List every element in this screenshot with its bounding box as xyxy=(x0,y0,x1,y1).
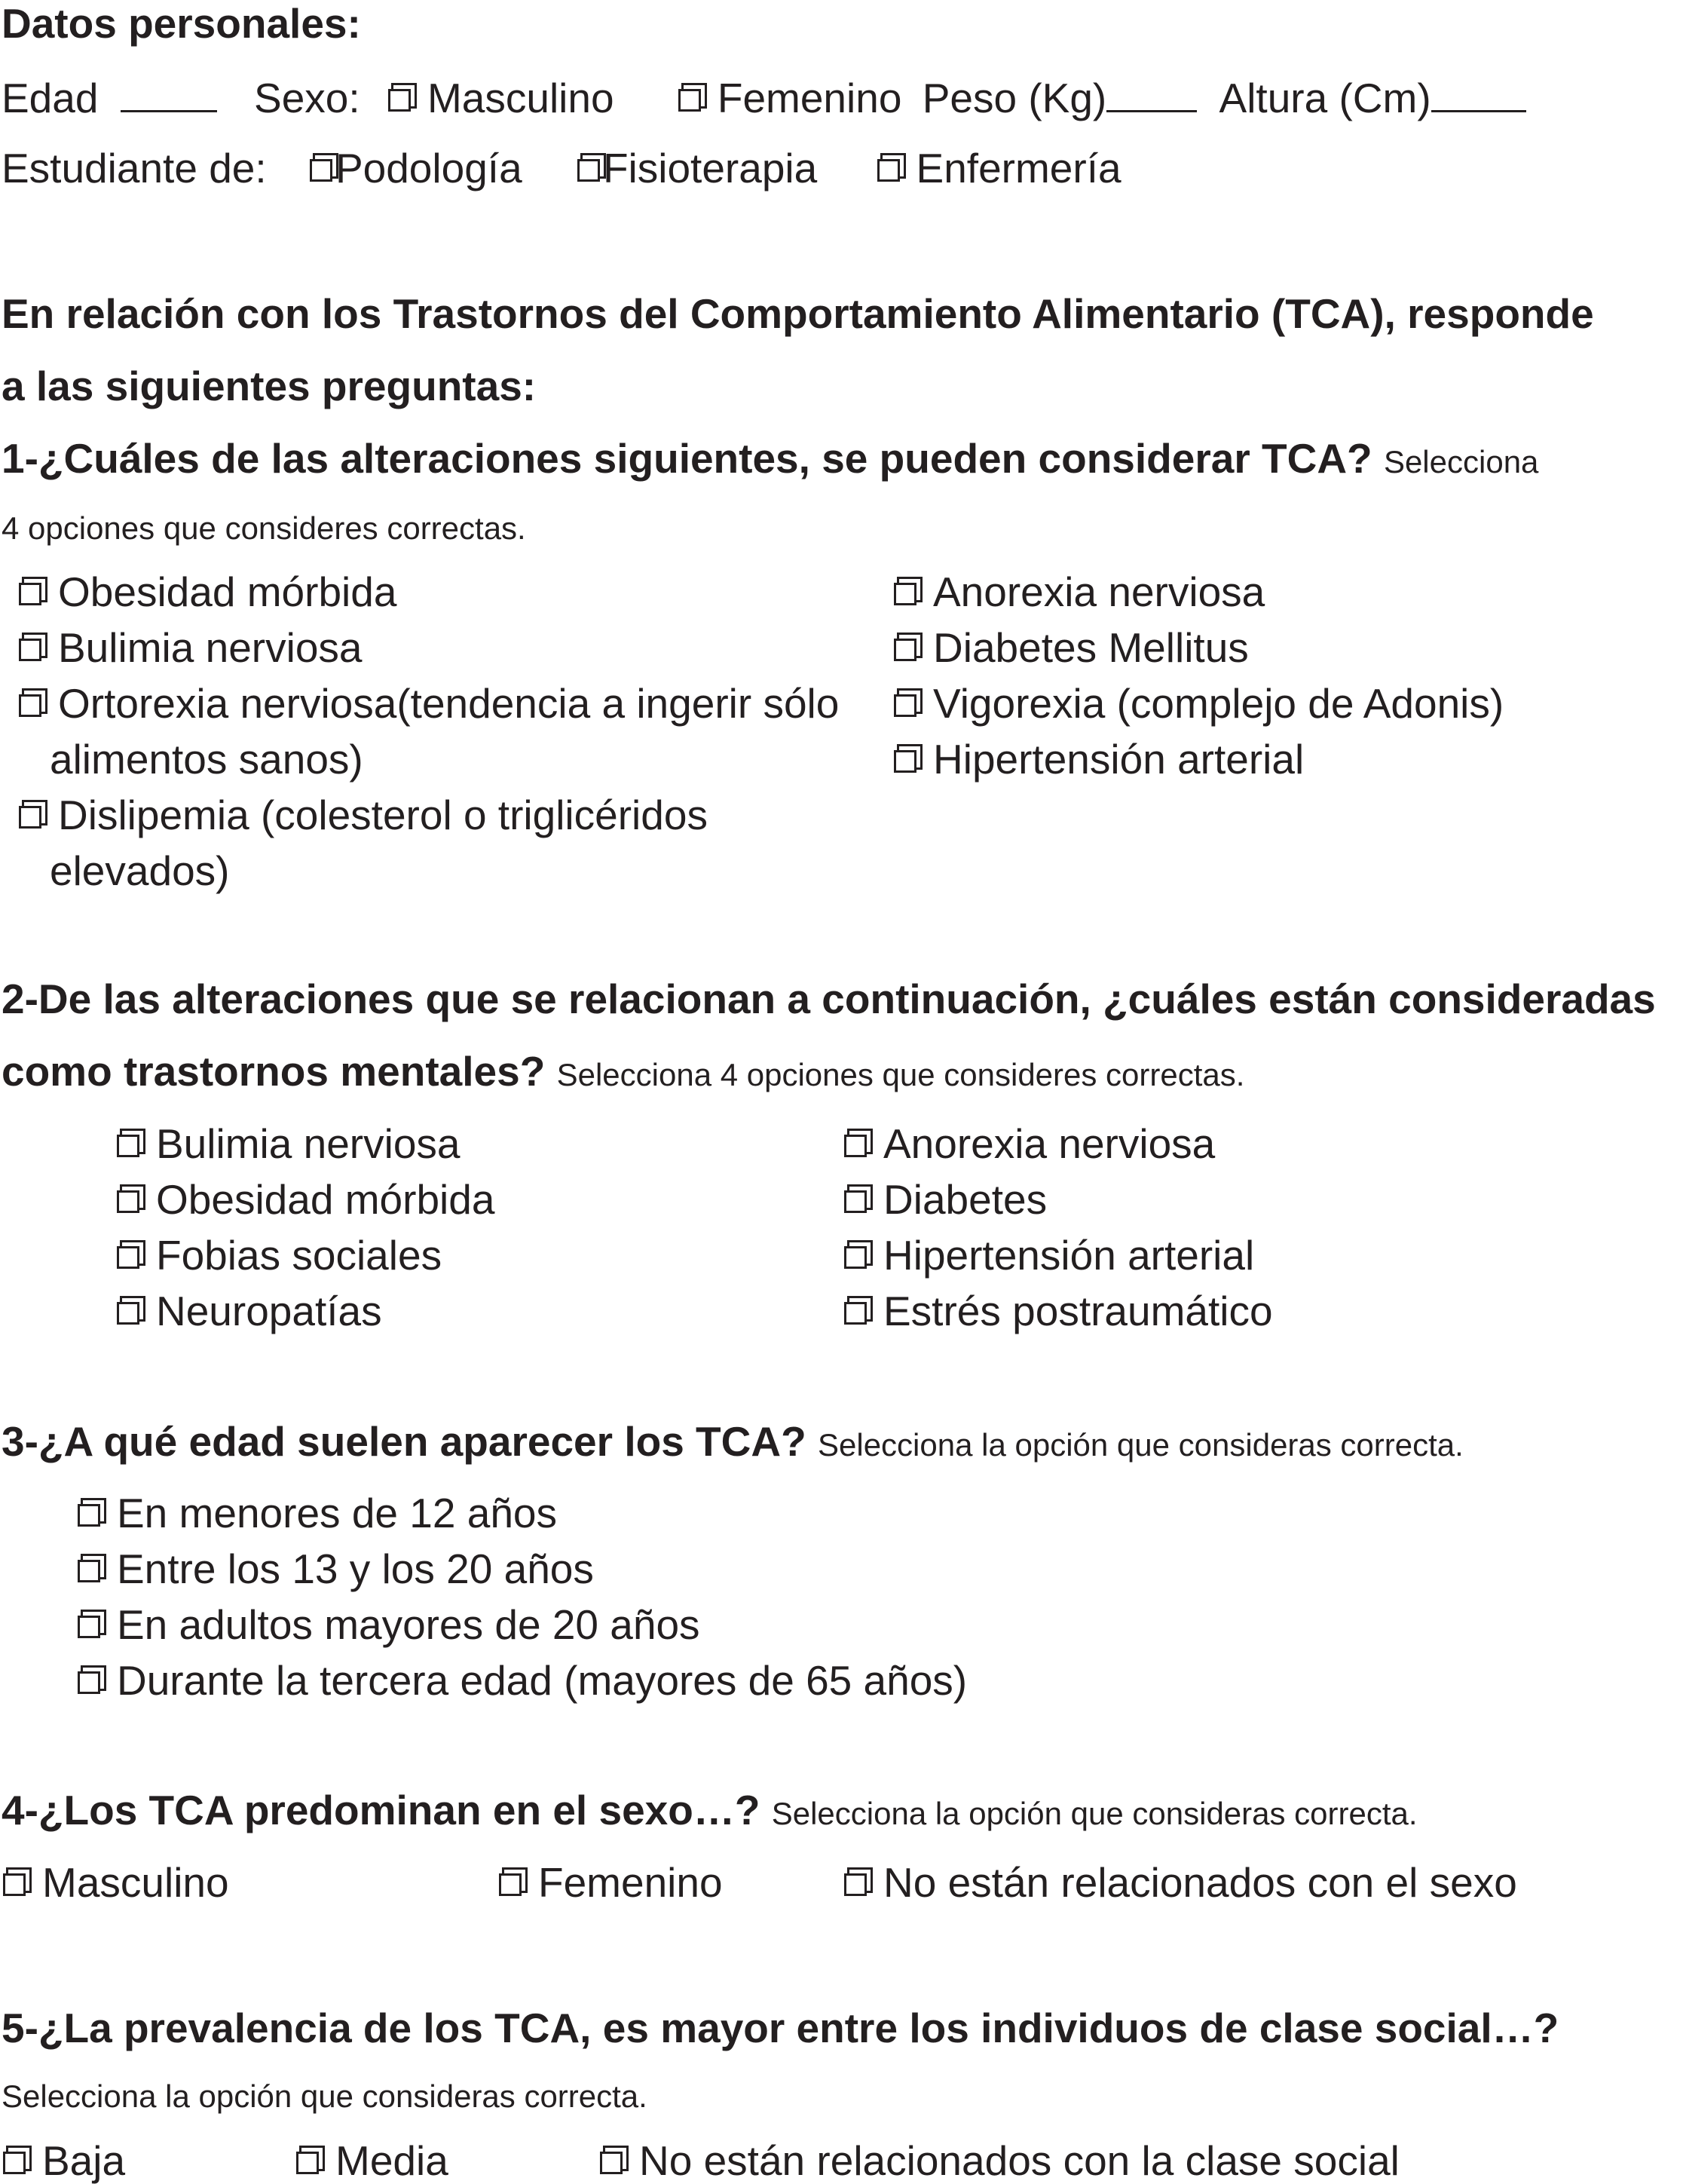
altura-field[interactable] xyxy=(1431,75,1526,112)
q3-option-label: Entre los 13 y los 20 años xyxy=(117,1545,594,1592)
checkbox[interactable] xyxy=(117,1302,139,1325)
q4-option[interactable] xyxy=(499,1859,723,1906)
edad-label: Edad xyxy=(2,75,99,121)
personal-title: Datos personales: xyxy=(2,0,361,47)
q1-option-label: Dislipemia (colesterol o triglicéridos xyxy=(58,792,708,838)
q1-option-label: Hipertensión arterial xyxy=(933,736,1305,783)
q5-option[interactable] xyxy=(600,2137,1400,2184)
q2-option[interactable] xyxy=(117,1120,461,1167)
q1-option[interactable] xyxy=(894,568,1265,615)
estudiante-fisioterapia-checkbox[interactable] xyxy=(577,159,600,182)
q2-option-label: Obesidad mórbida xyxy=(156,1176,495,1223)
q1-option[interactable] xyxy=(19,624,363,671)
checkbox[interactable] xyxy=(844,1190,867,1213)
q2-question-line-2: como trastornos mentales? xyxy=(2,1048,546,1095)
q1-option-label: Ortorexia nerviosa(tendencia a ingerir sólo xyxy=(58,680,840,727)
peso-label: Peso (Kg) xyxy=(922,75,1107,121)
checkbox[interactable] xyxy=(78,1504,100,1527)
checkbox[interactable] xyxy=(844,1135,867,1157)
sexo-femenino-label: Femenino xyxy=(717,75,902,121)
intro-line-1: En relación con los Trastornos del Comportamiento Alimentario (TCA), responde xyxy=(2,290,1594,337)
checkbox[interactable] xyxy=(78,1671,100,1694)
q2-option[interactable] xyxy=(117,1232,442,1279)
intro-line-2: a las siguientes preguntas: xyxy=(2,363,537,409)
q3-option-label: En menores de 12 años xyxy=(117,1490,557,1536)
checkbox[interactable] xyxy=(117,1135,139,1157)
q2-question-line-1: 2-De las alteraciones que se relacionan a continuación, ¿cuáles están consideradas xyxy=(2,976,1656,1022)
q2-option[interactable] xyxy=(844,1176,1048,1223)
q4-option[interactable] xyxy=(844,1859,1517,1906)
q5-instruction: Selecciona la opción que consideras correcta. xyxy=(2,2078,647,2114)
q5-option-label: No están relacionados con la clase social xyxy=(639,2137,1400,2184)
q2-option[interactable] xyxy=(117,1288,382,1334)
q1-option-continuation: alimentos sanos) xyxy=(50,736,363,783)
q3-question: 3-¿A qué edad suelen aparecer los TCA? xyxy=(2,1418,806,1465)
q5-option-label: Media xyxy=(335,2137,448,2184)
checkbox[interactable] xyxy=(894,639,916,661)
checkbox[interactable] xyxy=(296,2152,319,2174)
q3-question-row xyxy=(2,1418,1464,1465)
personal-row-1 xyxy=(2,75,1526,119)
q1-option[interactable] xyxy=(19,680,840,727)
q2-question-row xyxy=(2,1048,1245,1095)
checkbox[interactable] xyxy=(894,583,916,605)
altura-label: Altura (Cm) xyxy=(1219,75,1431,121)
q2-option-label: Estrés postraumático xyxy=(883,1288,1273,1334)
q3-option[interactable] xyxy=(78,1657,968,1704)
q2-option[interactable] xyxy=(844,1232,1255,1279)
q2-option[interactable] xyxy=(844,1288,1273,1334)
checkbox[interactable] xyxy=(19,694,41,717)
q5-option[interactable] xyxy=(296,2137,448,2184)
q2-option[interactable] xyxy=(117,1176,495,1223)
estudiante-label: Estudiante de: xyxy=(2,145,267,191)
q1-option-label: Anorexia nerviosa xyxy=(933,568,1265,615)
q2-instruction: Selecciona 4 opciones que consideres correctas. xyxy=(556,1057,1245,1092)
q2-option-label: Diabetes xyxy=(883,1176,1048,1223)
peso-field[interactable] xyxy=(1106,75,1197,112)
checkbox[interactable] xyxy=(78,1616,100,1638)
sexo-femenino-checkbox[interactable] xyxy=(678,89,701,112)
q1-option-continuation: elevados) xyxy=(50,847,230,894)
checkbox[interactable] xyxy=(19,583,41,605)
q4-option-label: Masculino xyxy=(42,1859,229,1906)
q3-option-label: Durante la tercera edad (mayores de 65 años) xyxy=(117,1657,968,1704)
q2-option-label: Neuropatías xyxy=(156,1288,382,1334)
estudiante-fisioterapia-label: Fisioterapia xyxy=(602,145,818,191)
checkbox[interactable] xyxy=(3,2152,26,2174)
estudiante-enfermeria-label: Enfermería xyxy=(916,145,1121,191)
sexo-masculino-label: Masculino xyxy=(427,75,614,121)
estudiante-podologia-label: Podología xyxy=(335,145,522,191)
q2-option-label: Hipertensión arterial xyxy=(883,1232,1255,1279)
estudiante-enfermeria-checkbox[interactable] xyxy=(877,159,900,182)
q3-option[interactable] xyxy=(78,1601,700,1648)
q3-instruction: Selecciona la opción que consideras correcta. xyxy=(817,1427,1464,1463)
q4-instruction: Selecciona la opción que consideras correcta. xyxy=(771,1796,1418,1831)
q5-option-label: Baja xyxy=(42,2137,126,2184)
q1-option[interactable] xyxy=(19,568,397,615)
q2-option[interactable] xyxy=(844,1120,1216,1167)
estudiante-podologia-checkbox[interactable] xyxy=(310,159,332,182)
checkbox[interactable] xyxy=(844,1302,867,1325)
q1-question: 1-¿Cuáles de las alteraciones siguientes, se pueden considerar TCA? xyxy=(2,435,1372,482)
q1-option-label: Obesidad mórbida xyxy=(58,568,397,615)
q5-option[interactable] xyxy=(3,2137,126,2184)
q1-option[interactable] xyxy=(19,792,708,838)
q1-option-label: Diabetes Mellitus xyxy=(933,624,1249,671)
q1-option[interactable] xyxy=(894,680,1504,727)
q3-option-label: En adultos mayores de 20 años xyxy=(117,1601,700,1648)
q1-option[interactable] xyxy=(894,736,1305,783)
checkbox[interactable] xyxy=(894,750,916,773)
q4-option-label: Femenino xyxy=(538,1859,723,1906)
q5-question: 5-¿La prevalencia de los TCA, es mayor entre los individuos de clase social…? xyxy=(2,2005,1559,2051)
checkbox[interactable] xyxy=(117,1246,139,1269)
checkbox[interactable] xyxy=(78,1560,100,1582)
q1-option[interactable] xyxy=(894,624,1249,671)
sexo-masculino-checkbox[interactable] xyxy=(388,89,411,112)
checkbox[interactable] xyxy=(894,694,916,717)
checkbox[interactable] xyxy=(3,1873,26,1896)
q4-option[interactable] xyxy=(3,1859,229,1906)
checkbox[interactable] xyxy=(600,2152,623,2174)
q2-option-label: Fobias sociales xyxy=(156,1232,442,1279)
checkbox[interactable] xyxy=(499,1873,522,1896)
q4-question-row xyxy=(2,1787,1418,1833)
q2-option-label: Bulimia nerviosa xyxy=(156,1120,461,1167)
q3-option[interactable] xyxy=(78,1490,557,1536)
q2-option-label: Anorexia nerviosa xyxy=(883,1120,1216,1167)
q4-option-label: No están relacionados con el sexo xyxy=(883,1859,1517,1906)
checkbox[interactable] xyxy=(19,806,41,829)
personal-row-2 xyxy=(2,145,1121,191)
edad-field[interactable] xyxy=(121,75,217,112)
q1-instruction-b: 4 opciones que consideres correctas. xyxy=(2,510,526,546)
q4-question: 4-¿Los TCA predominan en el sexo…? xyxy=(2,1787,760,1833)
q3-option[interactable] xyxy=(78,1545,594,1592)
checkbox[interactable] xyxy=(19,639,41,661)
checkbox[interactable] xyxy=(117,1190,139,1213)
q1-question-row xyxy=(2,435,1539,482)
q1-instruction-a: Selecciona xyxy=(1383,444,1539,479)
checkbox[interactable] xyxy=(844,1246,867,1269)
q1-option-label: Vigorexia (complejo de Adonis) xyxy=(933,680,1504,727)
q1-option-label: Bulimia nerviosa xyxy=(58,624,363,671)
checkbox[interactable] xyxy=(844,1873,867,1896)
sexo-label: Sexo: xyxy=(254,75,360,121)
